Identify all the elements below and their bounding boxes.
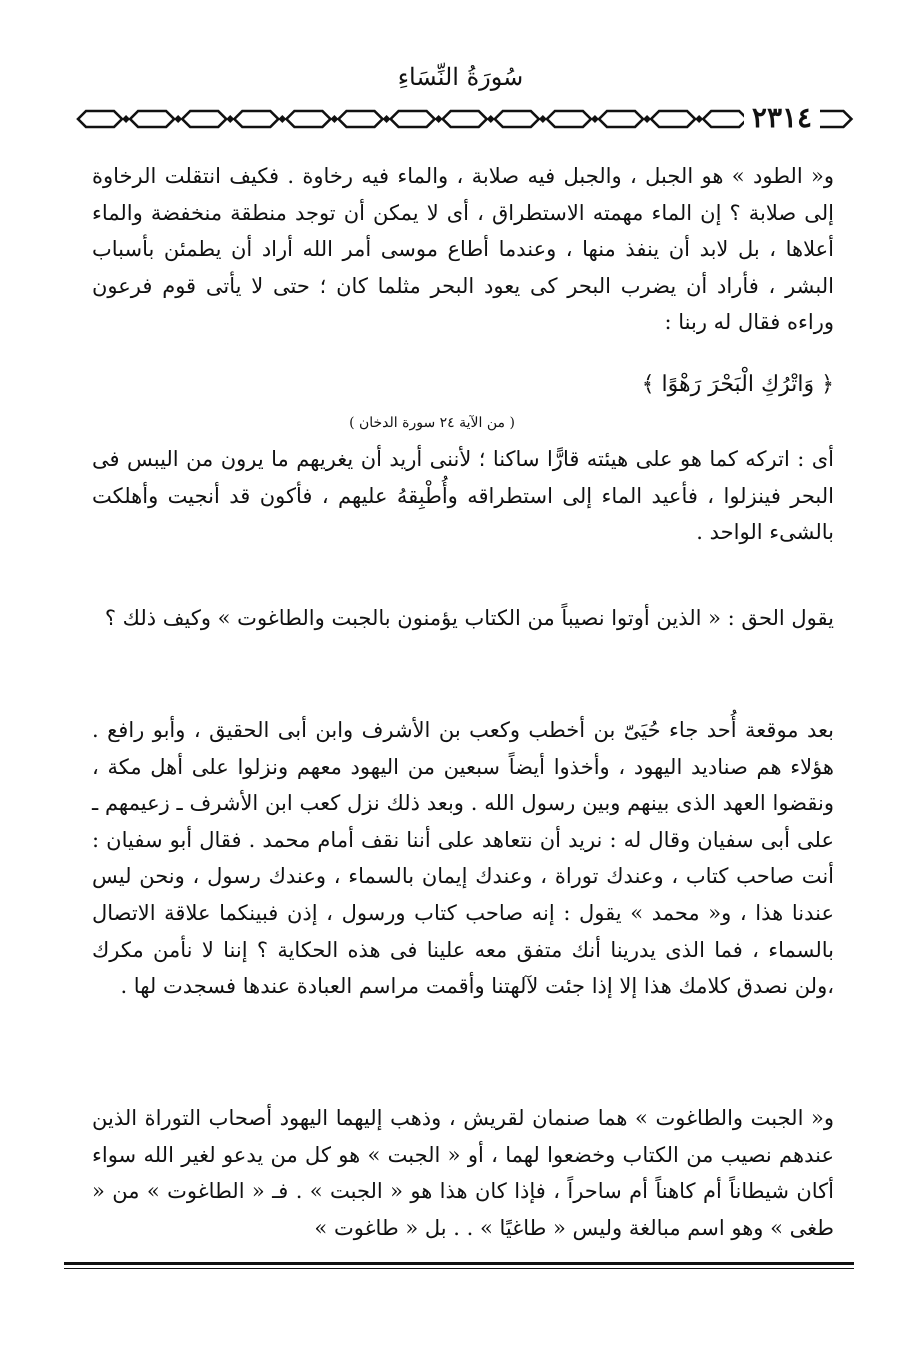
page-number: ٢٣١٤ xyxy=(744,102,820,134)
paragraph-2: أى : اتركه كما هو على هيئته قارًّا ساكنا ؛ لأننى أريد أن يغريهم ما يرون من اليبس فى البحر فينزلوا ، فأعيد الماء إلى استطراقه وأُطْبِقهُ عليهم ، فأكون قد أنجيت وأهلكت بالشىء الواحد . xyxy=(92,447,834,545)
ornamental-border xyxy=(74,104,856,134)
chain-link xyxy=(182,111,226,127)
chain-link xyxy=(391,111,435,127)
quran-verse: ﴿ وَاتْرُكِ الْبَحْرَ رَهْوًا ﴾ xyxy=(641,372,834,397)
chain-link xyxy=(495,111,539,127)
paragraph-4: بعد موقعة أُحد جاء حُيَىّ بن أخطب وكعب بن الأشرف وابن أبى الحقيق ، وأبو رافع . هؤلاء هم صناديد اليهود ، وأخذوا أيضاً سبعين من اليهود معهم ونزلوا على أهل مكة ، ونقضوا العهد الذى بينهم وبين رسول الله . وبعد ذلك نزل كعب ابن الأشرف ـ زعيمهم ـ على أبى سفيان وقال له : نريد أن نتعاهد على أننا نقف أمام محمد . فقال أبو سفيان : أنت صاحب كتاب ، وعندك توراة ، وعندك إيمان بالسماء ، وعندك رسول ، ونحن ليس عندنا هذا ، و« محمد » يقول : إنه صاحب كتاب ورسول ، إذن فبينكما علاقة الاتصال بالسماء ، فما الذى يدرينا أنك متفق معه علينا فى هذه الحكاية ؟ إننا لا نأمن مكرك ،ولن نصدق كلامك هذا إلا إذا جئت لآلهتنا وأقمت مراسم العبادة عندها فسجدت لها . xyxy=(92,718,834,999)
paragraph-5: و« الجبت والطاغوت » هما صنمان لقريش ، وذهب إليهما اليهود أصحاب التوراة الذين عندهم نصيب من الكتاب وخضعوا لهما ، أو « الجبت » هو كل من يدعو لغير الله سواء أكان شيطاناً أم كاهناً أم ساحراً ، فإذا كان هذا هو « الجبت » . فـ « الطاغوت » من « طغى » وهو اسم مبالغة وليس « طاغيًا » . . بل « طاغوت » xyxy=(92,1106,834,1240)
verse-citation: ( من الآية ٢٤ سورة الدخان ) xyxy=(349,415,515,431)
paragraph-1: و« الطود » هو الجبل ، والجبل فيه صلابة ، والماء فيه رخاوة . فكيف انتقلت الرخاوة إلى صلابة ؟ إن الماء مهمته الاستطراق ، أى لا يمكن أن توجد منطقة منخفضة والماء أعلاها ، بل لابد أن ينفذ منها ، وعندما أطاع موسى أمر الله أراد أن يطمئن بأسباب البشر ، فأراد أن يضرب البحر كى يعود البحر مثلما كان ؛ حتى لا يأتى قوم فرعون وراءه فقال له ربنا : xyxy=(92,164,834,335)
chain-link xyxy=(443,111,487,127)
chain-link xyxy=(130,111,174,127)
chain-link xyxy=(78,111,122,127)
footer-rule-thick xyxy=(64,1262,854,1265)
chain-link xyxy=(286,111,330,127)
surah-title: سُورَةُ النِّسَاءِ xyxy=(397,63,524,91)
chain-link xyxy=(339,111,383,127)
chain-link xyxy=(651,111,695,127)
chain-link xyxy=(234,111,278,127)
paragraph-3: يقول الحق : « الذين أوتوا نصيباً من الكتاب يؤمنون بالجبت والطاغوت » وكيف ذلك ؟ xyxy=(104,606,834,630)
chain-link xyxy=(703,111,747,127)
chain-link xyxy=(599,111,643,127)
footer-rule-thin xyxy=(64,1268,854,1269)
chain-link xyxy=(547,111,591,127)
